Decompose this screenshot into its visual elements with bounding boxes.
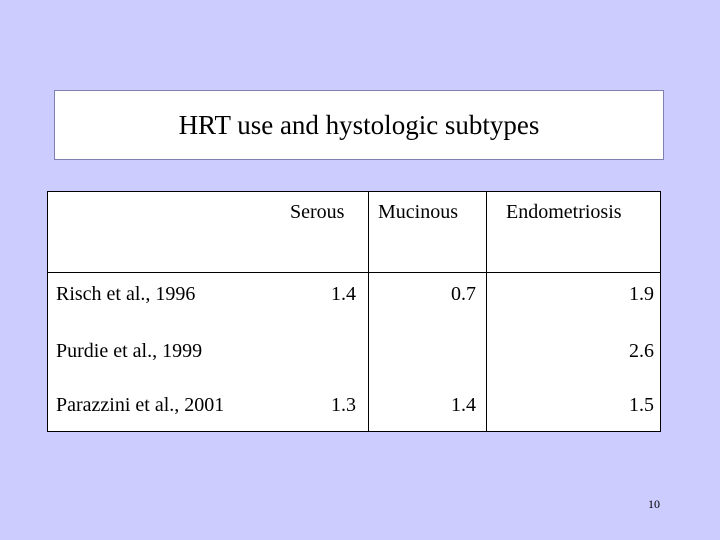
cell-endometriosis: 1.9 <box>629 283 654 305</box>
slide-title-box <box>54 90 664 160</box>
table-divider <box>48 272 660 273</box>
row-study-label: Risch et al., 1996 <box>56 283 196 305</box>
row-study-label: Purdie et al., 1999 <box>56 340 203 362</box>
cell-mucinous: 0.7 <box>451 283 476 305</box>
row-study-label: Parazzini et al., 2001 <box>56 394 225 416</box>
cell-endometriosis: 2.6 <box>629 340 654 362</box>
table-divider <box>368 192 369 431</box>
cell-serous: 1.3 <box>331 394 356 416</box>
cell-serous: 1.4 <box>331 283 356 305</box>
slide-title: HRT use and hystologic subtypes <box>178 109 540 140</box>
cell-endometriosis: 1.5 <box>629 394 654 416</box>
header-serous: Serous <box>290 201 345 223</box>
header-mucinous: Mucinous <box>378 201 458 223</box>
table-divider <box>486 192 487 431</box>
cell-mucinous: 1.4 <box>451 394 476 416</box>
header-endometriosis: Endometriosis <box>506 201 622 223</box>
page-number: 10 <box>648 497 660 511</box>
results-table <box>47 191 661 432</box>
